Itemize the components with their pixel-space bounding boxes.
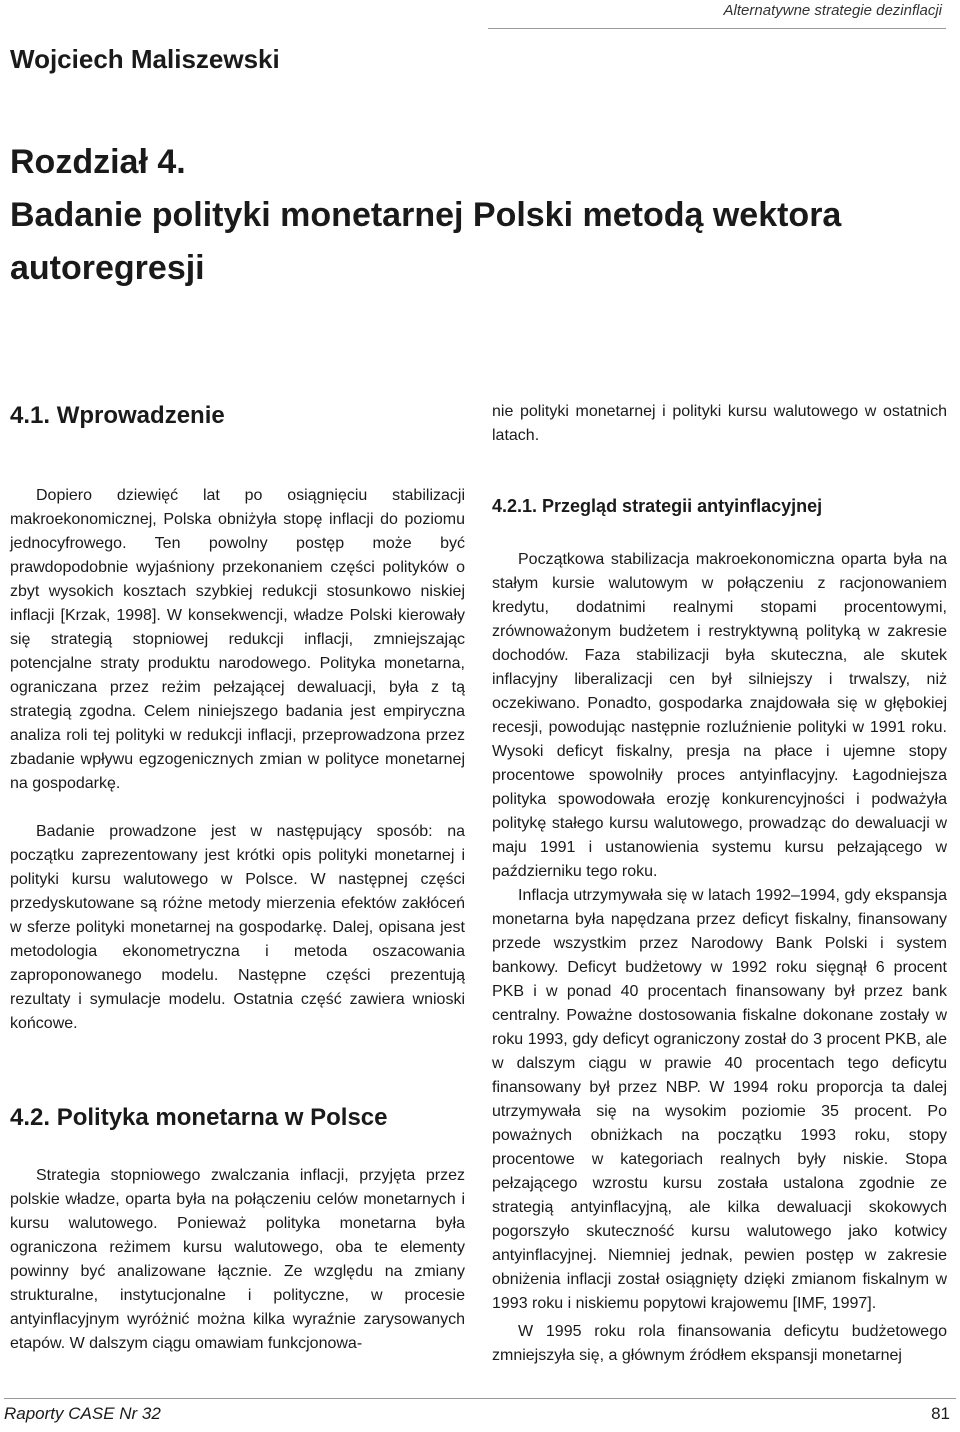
section-4-2-title: 4.2. Polityka monetarna w Polsce <box>10 1104 388 1131</box>
section-4-2-1-paragraph-2: Inflacja utrzymywała się w latach 1992–1994, gdy ekspansja monetarna była napędzana przez deficyt fiskalny, finansowany przede wszystkim przez Narodowy Bank Polski i system bankowy. Deficyt budżetowy w 1992 roku sięgnął 6 procent PKB i w ponad 40 procentach finansowany był przez bank centralny. Poważne dostosowania fiskalne dokonane zostały w roku 1993, gdy deficyt ograniczony został do 3 procent PKB, ale w dalszym ciągu w prawie 40 procentach tego deficytu finansowany był przez NBP. W 1994 roku proporcja ta dalej utrzymywała się na wysokim poziomie 35 procent. Po poważnych obniżkach na początku 1993 roku, stopy procentowe w kategoriach realnych były niskie. Stopa pełzającego wzrostu kursu została ustalona zgodnie ze strategią antyinflacyjną, ale kilka dewaluacji skokowych pogorszyło skuteczność kursu walutowego jako kotwicy antyinflacyjnej. Niemniej jednak, pewien postęp w zakresie obniżenia inflacji został osiągnięty dzięki zmianom fiskalnym w 1993 roku i niskiemu popytowi krajowemu [IMF, 1997]. <box>492 887 947 1312</box>
chapter-title <box>10 136 870 295</box>
section-4-2-1-paragraph-1: Początkowa stabilizacja makroekonomiczna oparta była na stałym kursie walutowym w połączeniu z racjonowaniem kredytu, dodatnimi realnymi stopami procentowymi, zrównoważonym budżetem i restryktywną polityką w zakresie dochodów. Faza stabilizacji była skuteczna, ale skutek inflacyjny liberalizacji cen był silniejszy i trwalszy, niż oczekiwano. Ponadto, gospodarka znajdowała się w głębokiej recesji, powodując następnie rozluźnienie polityki w 1991 roku. Wysoki deficyt fiskalny, presja na płace i ujemne stopy procentowe spowolniły proces antyinflacyjny. Łagodniejsza polityka spowodowała erozję konkurencyjności i podważyła politykę stałego kursu walutowego, prowadząc do dewaluacji w maju 1991 i ustanowienia systemu kursu pełzającego w październiku tego roku. <box>492 551 947 880</box>
header-rule <box>488 28 946 29</box>
running-header: Alternatywne strategie dezinflacji <box>723 2 942 19</box>
chapter-title-line-3: autoregresji <box>10 249 205 287</box>
footer-rule <box>4 1398 956 1399</box>
section-4-2-1-title: 4.2.1. Przegląd strategii antyinflacyjnej <box>492 496 823 516</box>
section-4-2-1-paragraph-3: W 1995 roku rola finansowania deficytu budżetowego zmniejszyła się, a głównym źródłem ekspansji monetarnej <box>492 1323 947 1364</box>
section-4-1-paragraph-1: Dopiero dziewięć lat po osiągnięciu stabilizacji makroekonomicznej, Polska obniżyła stopę inflacji do poziomu jednocyfrowego. Ten powolny postęp może być prawdopodobnie wyjaśniony przekonaniem części polityków o zbyt wysokich kosztach szybkiej redukcji stosunkowo niskiej inflacji [Krzak, 1998]. W konsekwencji, władze Polski kierowały się strategią stopniowej redukcji inflacji, zmniejszając potencjalne straty produktu narodowego. Polityka monetarna, ograniczana przez reżim pełzającej dewaluacji, była z tą strategią zgodna. Celem niniejszego badania jest empiryczna analiza roli tej polityki w redukcji inflacji, przeprowadzona przez zbadanie wpływu egzogenicznych zmian w polityce monetarnej na gospodarkę. <box>10 487 465 792</box>
page-number: 81 <box>931 1404 950 1423</box>
section-4-2-paragraph-1: Strategia stopniowego zwalczania inflacji, przyjęta przez polskie władze, oparta była na połączeniu celów monetarnych i kursu walutowego. Ponieważ polityka monetarna była ograniczona reżimem kursu walutowego, oba te elementy powinny być analizowane łącznie. Ze względu na zmiany strukturalne, instytucjonalne i polityczne, w procesie antyinflacyjnym wyróżnić można kilka wyraźnie zarysowanych etapów. W dalszym ciągu omawiam funkcjonowa- <box>10 1167 465 1352</box>
continuation-paragraph: nie polityki monetarnej i polityki kursu walutowego w ostatnich latach. <box>492 403 947 444</box>
section-4-1-title: 4.1. Wprowadzenie <box>10 402 225 429</box>
author-name: Wojciech Maliszewski <box>10 44 280 74</box>
chapter-title-line-1: Rozdział 4. <box>10 143 186 181</box>
section-4-1-paragraph-2: Badanie prowadzone jest w następujący sposób: na początku zaprezentowany jest krótki opis polityki monetarnej i polityki kursu walutowego w Polsce. W następnej części przedyskutowane są różne metody mierzenia efektów zakłóceń w sferze polityki monetarnej na gospodarkę. Dalej, opisana jest metodologia ekonometryczna i metoda oszacowania zaproponowanego modelu. Następne części prezentują rezultaty i symulacje modelu. Ostatnia część zawiera wnioski końcowe. <box>10 823 465 1032</box>
footer-publication: Raporty CASE Nr 32 <box>4 1404 161 1423</box>
chapter-title-line-2: Badanie polityki monetarnej Polski metodą wektora <box>10 196 842 234</box>
